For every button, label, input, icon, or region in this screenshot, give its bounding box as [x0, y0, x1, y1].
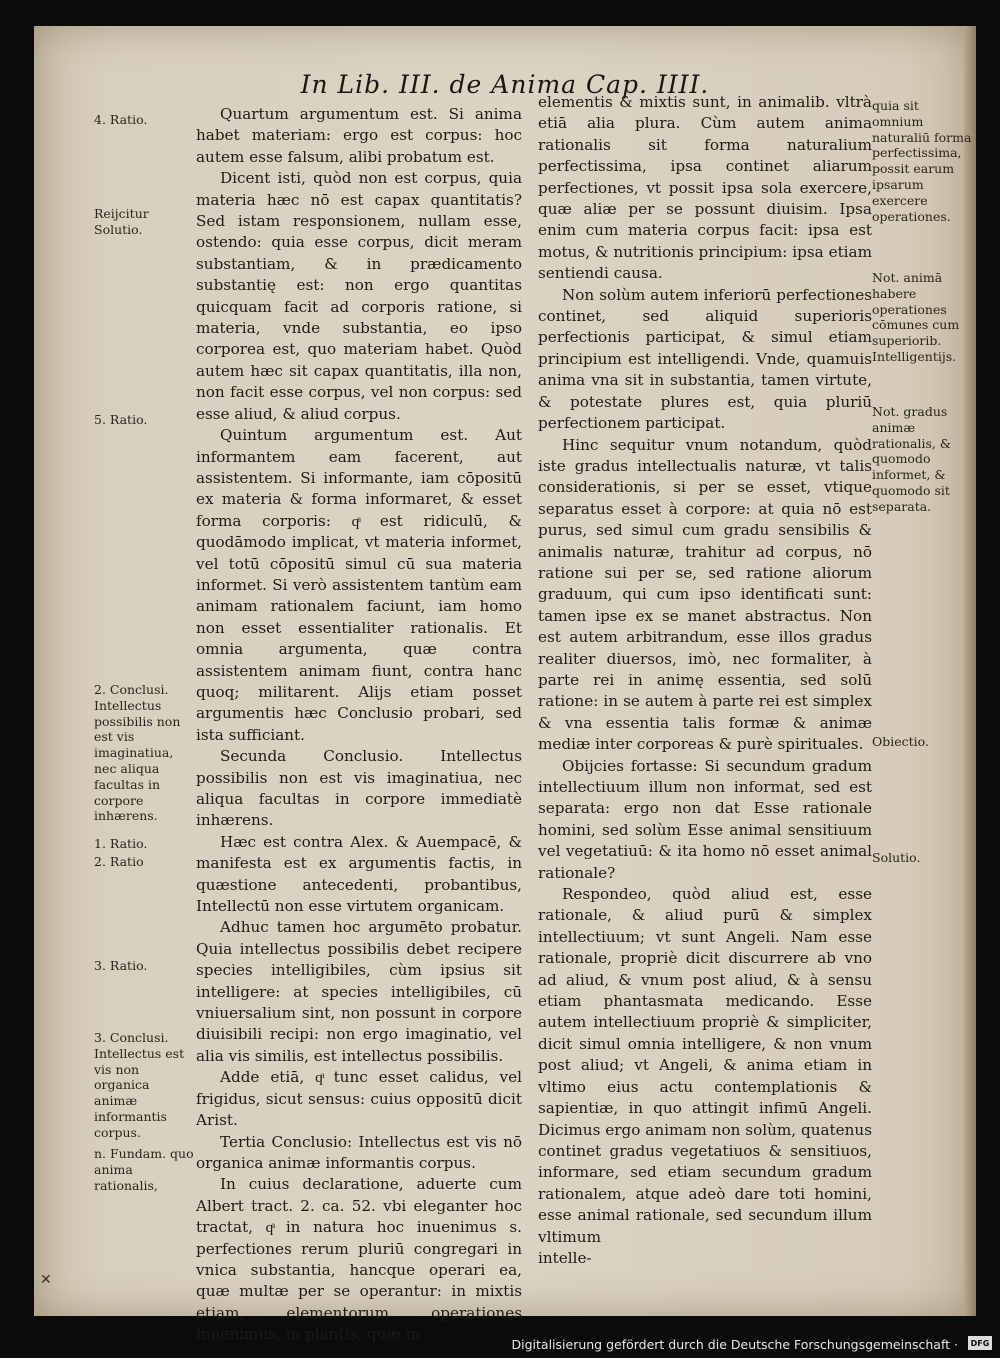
- left-text-column: [196, 104, 522, 1346]
- paragraph: elementis & mixtis sunt, in animalib. vltrà etiā alia plura. Cùm autem anima rationalis sit forma naturalium perfectissima, ipsa continet aliarum perfectiones, vt possit ipsa sola exercere, quæ aliæ per se possunt diuisim. Ipsa enim cum materia corpus facit: ipsa est motus, & nutritionis principium: ipsa etiam sentiendi causa.: [538, 93, 872, 283]
- ink-mark: ✕: [40, 1272, 52, 1288]
- paragraph: Hinc sequitur vnum notandum, quòd iste gradus intellectualis naturæ, vt talis considerationis, si per se esset, vtique separatus esset à corpore: at quia nō est purus, sed simul cum gradu sensibilis & animalis naturæ, trahitur ad corpus, nō ratione sui per se, sed ratione aliorum graduum, qui cum ipso identificati sunt: tamen ipse ex se manet abstractus. Non est autem arbitrandum, esse illos gradus realiter diuersos, imò, nec formaliter, à parte rei in animę essentia, sed solū ratione: in se autem à parte rei est simplex & vna essentia talis formæ & animæ mediæ inter corporeas & purè spirituales.: [538, 435, 872, 754]
- margin-note: 4. Ratio.: [94, 112, 148, 127]
- paragraph: In cuius declaratione, aduerte cum Albert tract. 2. ca. 52. vbi eleganter hoc tractat, qͣ in natura hoc inuenimus s. perfectiones rerum pluriū congregari in vnica substantia, hancque operari ea, quæ multæ per se operantur: in mixtis etiam, elementorum operationes inuenimus, in plantis, quæ in: [196, 1175, 522, 1344]
- margin-note: 3. Ratio.: [94, 958, 148, 973]
- paragraph: Dicent isti, quòd non est corpus, quia materia hæc nō est capax quantitatis? Sed istam responsionem, nullam esse, ostendo: quia esse corpus, dicit meram substantiam, & in prædicamento substantię est: non ergo quantitas quicquam facit ad corporis ratione, si materia, vnde substantia, eo ipso corporea est, quo materiam habet. Quòd autem hæc sit capax quantitatis, illa non, non facit esse corpus, vel non corpus: sed esse aliud, & aliud corpus.: [196, 169, 522, 423]
- running-header: In Lib. III. de Anima Cap. IIII.: [300, 70, 710, 99]
- margin-note: Obiectio.: [872, 734, 929, 749]
- margin-note: Not. gradus animæ rationalis, & quomodo informet, & quomodo sit separata.: [872, 404, 951, 514]
- paragraph: Hæc est contra Alex. & Auempacē, & manifesta est ex argumentis factis, in quæstione antecedenti, probantibus, Intellectū non esse virtutem organicam.: [196, 832, 522, 916]
- paragraph: Quintum argumentum est. Aut informantem eam facerent, aut assistentem. Si informante, iam cōpositū ex materia & forma informaret, & esset forma corporis: qͣ est ridiculū, & quodāmodo implicat, vt materia informet, vel totū cōpositū simul cū sua materia informet. Si verò assistentem tantùm eam animam rationalem faciunt, iam homo non esset essentialiter rationalis. Et omnia argumenta, quæ contra assistentem animam fiunt, contra hanc quoq; militarent. Alijs etiam posset argumentis hæc Conclusio probari, sed ista sufficiant.: [196, 426, 522, 744]
- margin-note: Reijcitur Solutio.: [94, 206, 149, 237]
- paragraph: Non solùm autem inferiorū perfectiones continet, sed aliquid superioris perfectionis participat, & simul etiam principium est intelligendi. Vnde, quamuis anima vna sit in substantia, tamen virtute, & potestate plures est, quia pluriū perfectionem participat.: [538, 285, 872, 433]
- paragraph: Quartum argumentum est. Si anima habet materiam: ergo est corpus: hoc autem esse falsum, alibi probatum est.: [196, 105, 522, 166]
- right-text-column: [538, 92, 872, 1269]
- margin-note: 2. Ratio: [94, 854, 144, 869]
- footer-bar: [0, 1330, 1000, 1358]
- paragraph: Adhuc tamen hoc argumēto probatur. Quia intellectus possibilis debet recipere species intelligibiles, cùm ipsius sit intelligere: at species intelligibiles, cū vniuersalium sint, non possunt in corpore diuisibili recipi: non ergo imaginatio, vel alia vis similis, est intellectus possibilis.: [196, 918, 522, 1065]
- margin-note: 3. Conclusi. Intellectus est vis non organica animæ informantis corpus.: [94, 1030, 185, 1140]
- margin-note: 2. Conclusi. Intellectus possibilis non est vis imaginatiua, nec aliqua facultas in corpore inhærens.: [94, 682, 181, 824]
- dfg-logo: DFG: [968, 1336, 992, 1350]
- paragraph: Tertia Conclusio: Intellectus est vis nō organica animæ informantis corpus.: [196, 1132, 522, 1172]
- margin-note: n. Fundam. quo anima rationalis,: [94, 1146, 194, 1193]
- margin-note: Not. animā habere operationes cōmunes cum superiorib. Intelligentijs.: [872, 270, 960, 364]
- catchword: intelle-: [538, 1248, 592, 1267]
- margin-note: quia sit omnium naturaliū forma perfectissima, possit earum ipsarum exercere operationes.: [872, 98, 972, 224]
- paragraph: Obijcies fortasse: Si secundum gradum intellectiuum illum non informat, sed est separata: ergo non dat Esse rationale homini, sed solùm Esse animal sensitiuum vel vegetatiuū: & ita homo nō esset animal rationale?: [538, 756, 872, 882]
- margin-note: Solutio.: [872, 850, 921, 865]
- margin-note: 5. Ratio.: [94, 412, 148, 427]
- paragraph: Secunda Conclusio. Intellectus possibilis non est vis imaginatiua, nec aliqua facultas in corpore immediatè inhærens.: [196, 747, 522, 830]
- paragraph: Adde etiā, qͣ tunc esset calidus, vel frigidus, sicut sensus: cuius oppositū dicit Arist.: [196, 1068, 522, 1130]
- footer-text: Digitalisierung gefördert durch die Deutsche Forschungsgemeinschaft ·: [511, 1336, 958, 1352]
- paragraph: Respondeo, quòd aliud est, esse rationale, & aliud purū & simplex intellectiuum; vt sunt Angeli. Nam esse rationale, propriè dicit discurrere ab vno ad aliud, & vnum post aliud, & à sensu etiam phantasmata medicando. Esse autem intellectiuum propriè & simpliciter, dicit simul omnia intelligere, & non vnum post aliud; vt Angeli, & anima etiam in vltimo eius actu contemplationis & sapientiæ, in quo attingit infimū Angeli. Dicimus ergo animam non solùm, quatenus continet gradus vegetatiuos & sensitiuos, informare, sed etiam secundum gradum rationalem, atque adeò dare toti homini, esse animal rationale, sed secundum illum vltimum: [538, 885, 872, 1246]
- margin-note: 1. Ratio.: [94, 836, 148, 851]
